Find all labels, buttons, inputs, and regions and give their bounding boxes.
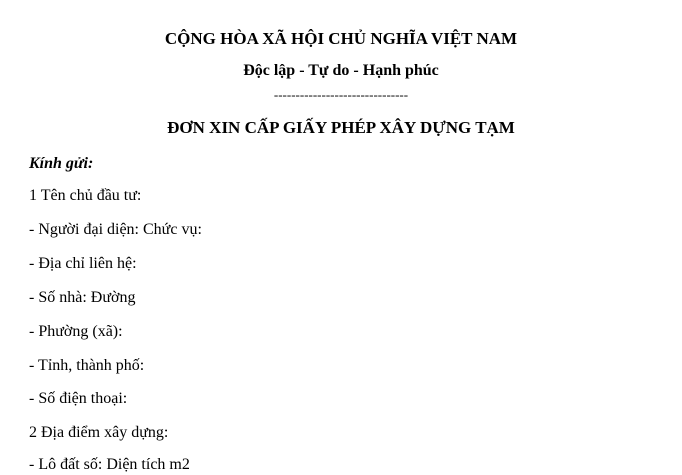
construction-site-line: 2 Địa điểm xây dựng: bbox=[29, 424, 169, 441]
ward-line: - Phường (xã): bbox=[29, 323, 123, 340]
house-number-line: - Số nhà: Đường bbox=[29, 289, 136, 306]
country-heading: CỘNG HÒA XÃ HỘI CHỦ NGHĨA VIỆT NAM bbox=[164, 29, 518, 48]
phone-line: - Số điện thoại: bbox=[29, 390, 128, 407]
form-title: ĐƠN XIN CẤP GIẤY PHÉP XÂY DỰNG TẠM bbox=[167, 118, 515, 137]
lot-line: - Lô đất số: Diện tích m2 bbox=[29, 456, 190, 473]
representative-line: - Người đại diện: Chức vụ: bbox=[29, 221, 202, 238]
investor-line: 1 Tên chủ đầu tư: bbox=[29, 187, 142, 204]
motto-heading: Độc lập - Tự do - Hạnh phúc bbox=[243, 62, 439, 79]
recipient-line bbox=[29, 156, 682, 172]
recipient-label: Kính gửi: bbox=[29, 155, 94, 172]
province-line: - Tỉnh, thành phố: bbox=[29, 357, 145, 374]
heading-divider: ------------------------------- bbox=[273, 87, 409, 102]
contact-address-line: - Địa chỉ liên hệ: bbox=[29, 255, 137, 272]
